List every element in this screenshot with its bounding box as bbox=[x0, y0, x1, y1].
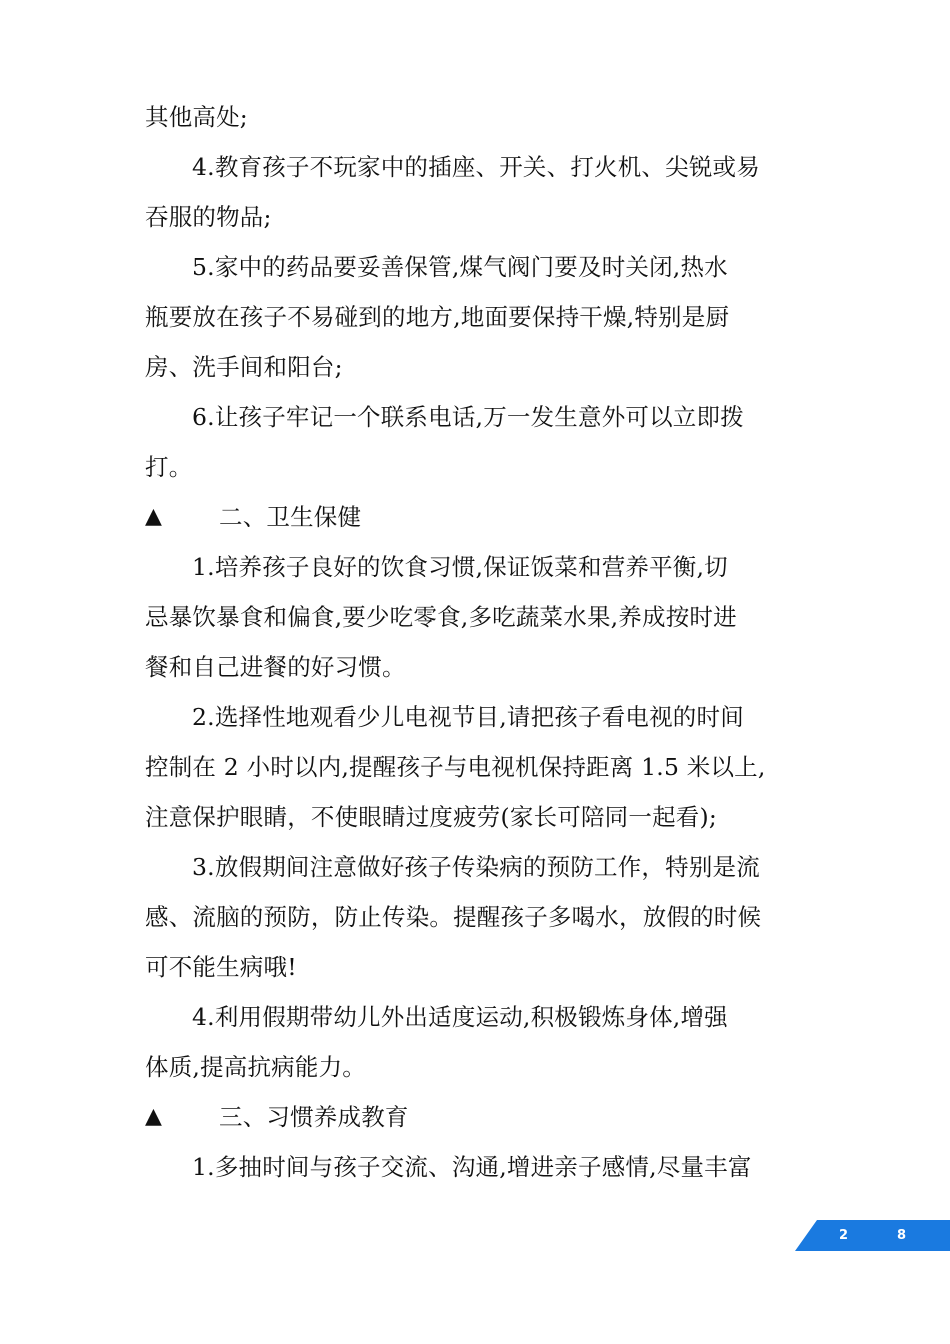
text-line: 其他高处; bbox=[145, 103, 248, 131]
current-page-number: 2 bbox=[839, 1228, 849, 1243]
triangle-bullet-icon: ▲ bbox=[145, 1104, 163, 1129]
list-item-line: 3.放假期间注意做好孩子传染病的预防工作，特别是流 bbox=[192, 853, 760, 881]
list-item-line: 4.教育孩子不玩家中的插座、开关、打火机、尖锐或易 bbox=[192, 153, 760, 181]
list-item-line: 1.多抽时间与孩子交流、沟通,增进亲子感情,尽量丰富 bbox=[192, 1153, 752, 1181]
text-line: 房、洗手间和阳台; bbox=[145, 353, 343, 381]
list-item-line: 4.利用假期带幼儿外出适度运动,积极锻炼身体,增强 bbox=[192, 1003, 728, 1031]
section-heading bbox=[145, 1092, 810, 1142]
text-line: 体质,提高抗病能力。 bbox=[145, 1053, 366, 1081]
text-line: 忌暴饮暴食和偏食,要少吃零食,多吃蔬菜水果,养成按时进 bbox=[145, 603, 737, 631]
document-body bbox=[145, 92, 810, 1192]
text-line: 餐和自己进餐的好习惯。 bbox=[145, 653, 406, 681]
total-page-number: 8 bbox=[897, 1228, 907, 1243]
section-heading bbox=[145, 492, 810, 542]
text-line: 瓶要放在孩子不易碰到的地方,地面要保持干燥,特别是厨 bbox=[145, 303, 730, 331]
list-item-line: 1.培养孩子良好的饮食习惯,保证饭菜和营养平衡,切 bbox=[192, 553, 728, 581]
text-line: 控制在 2 小时以内,提醒孩子与电视机保持距离 1.5 米以上, bbox=[145, 753, 766, 781]
page-badge-background bbox=[795, 1220, 950, 1251]
text-line: 注意保护眼睛，不使眼睛过度疲劳(家长可陪同一起看); bbox=[145, 803, 717, 831]
page-number-badge bbox=[795, 1220, 950, 1251]
list-item-line: 6.让孩子牢记一个联系电话,万一发生意外可以立即拨 bbox=[192, 403, 744, 431]
section-heading-text: 二、卫生保健 bbox=[219, 503, 362, 531]
text-line: 感、流脑的预防，防止传染。提醒孩子多喝水，放假的时候 bbox=[145, 903, 762, 931]
list-item-line: 5.家中的药品要妥善保管,煤气阀门要及时关闭,热水 bbox=[192, 253, 728, 281]
section-heading-text: 三、习惯养成教育 bbox=[219, 1103, 409, 1131]
triangle-bullet-icon: ▲ bbox=[145, 504, 163, 529]
text-line: 可不能生病哦! bbox=[145, 953, 297, 981]
list-item-line: 2.选择性地观看少儿电视节目,请把孩子看电视的时间 bbox=[192, 703, 744, 731]
text-line: 打。 bbox=[145, 453, 193, 481]
text-line: 吞服的物品; bbox=[145, 203, 272, 231]
